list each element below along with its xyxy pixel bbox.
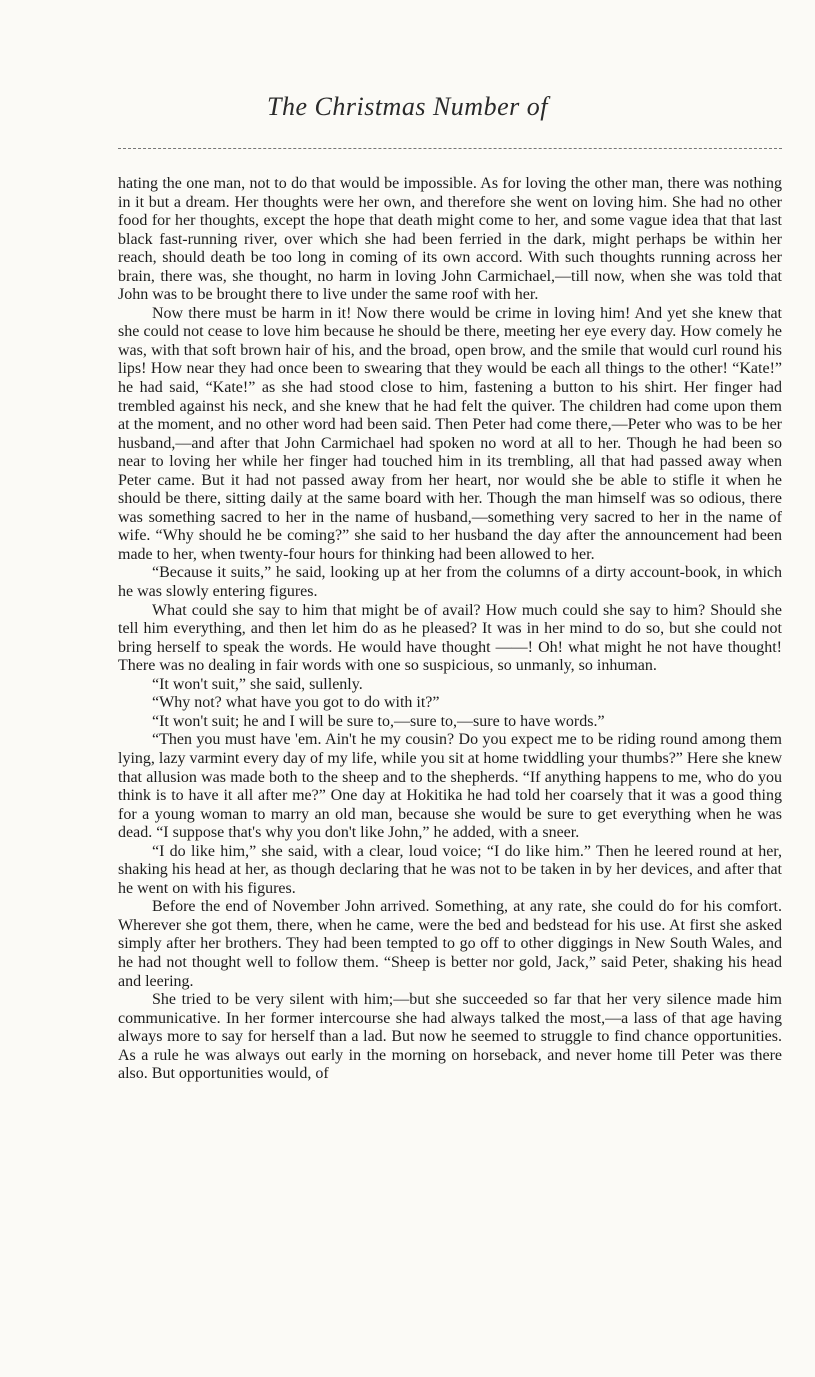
- paragraph: “I do like him,” she said, with a clear, loud voice; “I do like him.” Then he leered round at her, shaking his head at her, as though declaring that he was not to be taken in by her devices, and after that he went on with his figures.: [118, 842, 782, 897]
- running-head: The Christmas Number of: [267, 92, 548, 121]
- paragraph: “Why not? what have you got to do with it?”: [152, 694, 440, 712]
- body-text: [118, 175, 782, 1084]
- paragraph: What could she say to him that might be of avail? How much could she say to him? Should she tell him everything, and then let him do as he pleased? It was in her mind to do so, but she could not bring herself to speak the words. He would have thought ——! Oh! what might he not have thought! There was no dealing in fair words with one so suspicious, so unmanly, so inhuman.: [118, 601, 782, 675]
- paragraph: “It won't suit,” she said, sullenly.: [152, 675, 363, 693]
- paragraph: hating the one man, not to do that would be impossible. As for loving the other man, there was nothing in it but a dream. Her thoughts were her own, and therefore she went on loving him. She had no other food for her thoughts, except the hope that death might come to her, and some vague idea that that last black fast-running river, over which she had been ferried in the dark, might perhaps be within her reach, should death be too long in coming of its own accord. With such thoughts running across her brain, there was, she thought, no harm in loving John Carmichael,—till now, when she was told that John was to be brought there to live under the same roof with her.: [118, 175, 782, 304]
- paragraph: “Because it suits,” he said, looking up at her from the columns of a dirty account-book, in which he was slowly entering figures.: [118, 564, 782, 601]
- paragraph: “It won't suit; he and I will be sure to,—sure to,—sure to have words.”: [152, 712, 605, 730]
- paragraph: “Then you must have 'em. Ain't he my cousin? Do you expect me to be riding round among them lying, lazy varmint every day of my life, while you sit at home twiddling your thumbs?” Here she knew that allusion was made both to the sheep and to the shepherds. “If anything happens to me, who do you think is to have it all after me?” One day at Hokitika he had told her coarsely that it was a good thing for a young woman to marry an old man, because she would be sure to get everything when he was dead. “I suppose that's why you don't like John,” he added, with a sneer.: [118, 731, 782, 842]
- paragraph: She tried to be very silent with him;—but she succeeded so far that her very silence made him communicative. In her former intercourse she had always talked the most,—a lass of that age having always more to say for herself than a lad. But now he seemed to struggle to find chance opportunities. As a rule he was always out early in the morning on horseback, and never home till Peter was there also. But opportunities would, of: [118, 991, 782, 1083]
- paragraph: Before the end of November John arrived. Something, at any rate, she could do for his comfort. Wherever she got them, there, when he came, were the bed and bedstead for his use. At first she asked simply after her brothers. They had been tempted to go off to other diggings in New South Wales, and he had not thought well to follow them. “Sheep is better nor gold, Jack,” said Peter, shaking his head and leering.: [118, 898, 782, 990]
- paragraph: Now there must be harm in it! Now there would be crime in loving him! And yet she knew that she could not cease to love him because he should be there, meeting her eye every day. How comely he was, with that soft brown hair of his, and the broad, open brow, and the smile that would curl round his lips! How near they had once been to swearing that they would be each all things to the other! “Kate!” he had said, “Kate!” as she had stood close to him, fastening a button to his shirt. Her finger had trembled against his neck, and she knew that he had felt the quiver. The children had come upon them at the moment, and no other word had been said. Then Peter had come there,—Peter who was to be her husband,—and after that John Carmichael had spoken no word at all to her. Though he had been so near to loving her while her finger had touched him in its trembling, all that had passed away when Peter came. But it had not passed away from her heart, nor would she be able to stifle it when he should be there, sitting daily at the same board with her. Though the man himself was so odious, there was something sacred to her in the name of husband,—something very sacred to her in the name of wife. “Why should he be coming?” she said to her husband the day after the announcement had been made to her, when twenty-four hours for thinking had been allowed to her.: [118, 304, 782, 563]
- header-rule: [118, 148, 782, 149]
